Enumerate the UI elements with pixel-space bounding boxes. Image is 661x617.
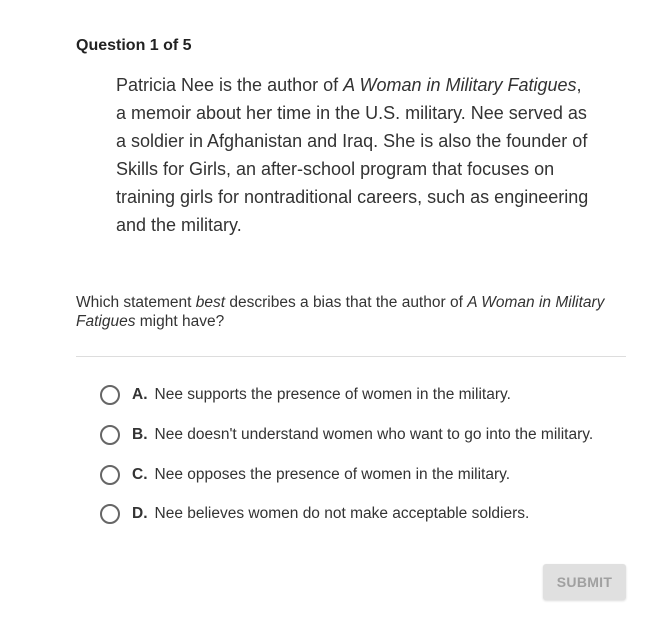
radio-unselected-icon[interactable] <box>100 504 120 524</box>
radio-unselected-icon[interactable] <box>100 425 120 445</box>
question-prompt <box>76 293 636 331</box>
choice-letter: A. <box>132 386 148 403</box>
answer-choice-c[interactable] <box>100 464 510 486</box>
prompt-part-3: might have? <box>135 313 225 330</box>
passage-text <box>116 71 596 239</box>
prompt-part-2: describes a bias that the author of <box>225 294 468 311</box>
choice-text: Nee opposes the presence of women in the military. <box>154 466 511 483</box>
choice-text: Nee doesn't understand women who want to go into the military. <box>154 426 594 443</box>
submit-button[interactable]: SUBMIT <box>543 564 626 600</box>
radio-unselected-icon[interactable] <box>100 385 120 405</box>
passage-part-1: Patricia Nee is the author of <box>116 75 344 95</box>
divider <box>76 356 626 357</box>
prompt-emphasis: best <box>195 294 226 311</box>
question-counter: Question 1 of 5 <box>76 37 192 54</box>
choice-letter: D. <box>132 505 148 522</box>
prompt-book-title: A Woman in Military Fatigues <box>76 294 605 330</box>
choice-text: Nee believes women do not make acceptable soldiers. <box>154 505 530 522</box>
passage-book-title: A Woman in Military Fatigues <box>343 75 577 95</box>
passage-part-2: , a memoir about her time in the U.S. military. Nee served as a soldier in Afghanistan and Iraq. She is also the founder of Skills for Girls, an after-school program that focuses on training girls for nontraditional careers, such as engineering and the military. <box>116 75 589 235</box>
answer-choice-a[interactable] <box>100 384 511 406</box>
answer-choice-d[interactable] <box>100 503 529 525</box>
answer-choice-b[interactable] <box>100 424 593 446</box>
choice-letter: B. <box>132 426 148 443</box>
choice-text: Nee supports the presence of women in the military. <box>154 386 511 403</box>
radio-unselected-icon[interactable] <box>100 465 120 485</box>
prompt-part-1: Which statement <box>76 294 196 311</box>
choice-letter: C. <box>132 466 148 483</box>
